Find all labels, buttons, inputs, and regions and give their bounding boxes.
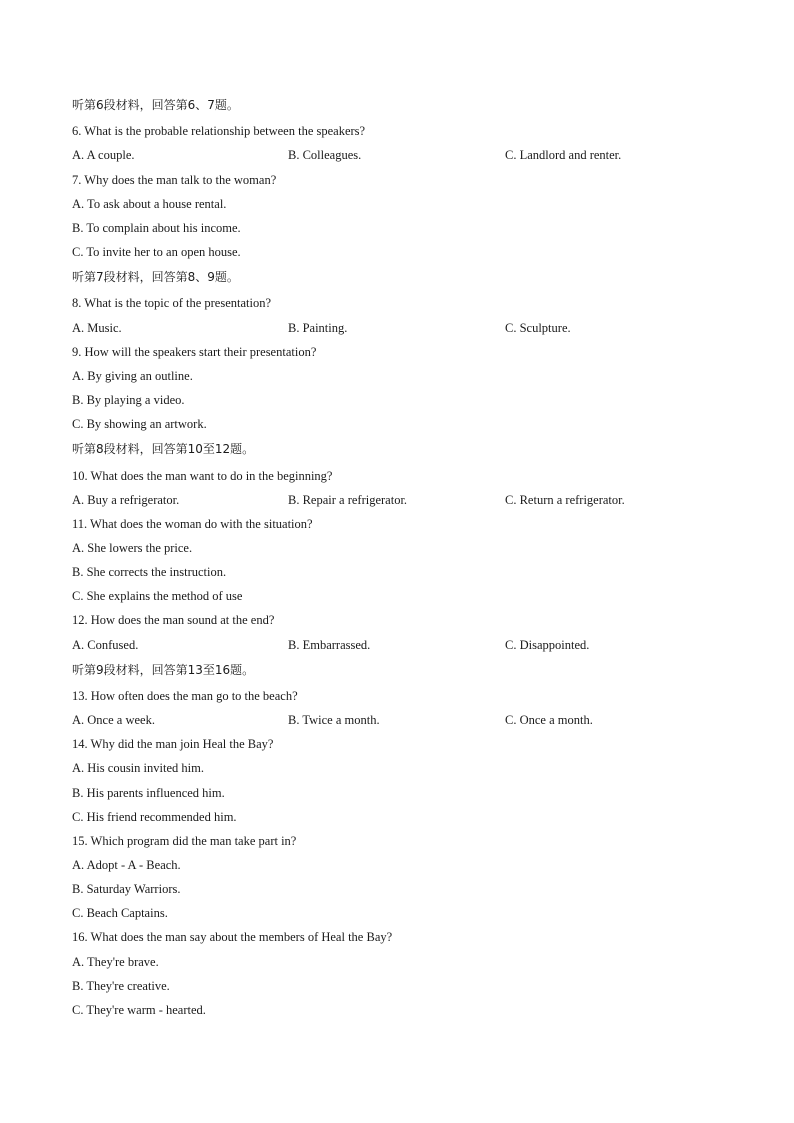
answer-option: B. Twice a month. — [288, 713, 380, 727]
answer-option: B. His parents influenced him. — [72, 786, 225, 800]
answer-option: B. Embarrassed. — [288, 638, 371, 652]
answer-option: C. His friend recommended him. — [72, 810, 237, 824]
answer-option: B. Colleagues. — [288, 148, 362, 162]
answer-option: A. To ask about a house rental. — [72, 197, 227, 211]
question-text: 15. Which program did the man take part in? — [72, 834, 297, 848]
answer-option: B. To complain about his income. — [72, 221, 241, 235]
question-text: 7. Why does the man talk to the woman? — [72, 173, 277, 187]
answer-option: C. Once a month. — [505, 713, 593, 727]
answer-option: B. By playing a video. — [72, 393, 185, 407]
answer-option: C. By showing an artwork. — [72, 417, 207, 431]
answer-option: C. Landlord and renter. — [505, 148, 622, 162]
question-text: 11. What does the woman do with the situation? — [72, 517, 313, 531]
answer-option: A. Buy a refrigerator. — [72, 493, 180, 507]
answer-option: B. They're creative. — [72, 979, 170, 993]
answer-option: C. Sculpture. — [505, 321, 571, 335]
question-text: 8. What is the topic of the presentation? — [72, 296, 272, 310]
answer-option: C. Beach Captains. — [72, 906, 168, 920]
answer-option: B. Repair a refrigerator. — [288, 493, 408, 507]
answer-option: C. Disappointed. — [505, 638, 590, 652]
question-text: 10. What does the man want to do in the beginning? — [72, 469, 333, 483]
answer-option: A. Confused. — [72, 638, 139, 652]
question-text: 16. What does the man say about the members of Heal the Bay? — [72, 930, 393, 944]
question-text: 6. What is the probable relationship between the speakers? — [72, 124, 366, 138]
question-text: 13. How often does the man go to the beach? — [72, 689, 298, 703]
answer-option: C. She explains the method of use — [72, 589, 243, 603]
question-text: 14. Why did the man join Heal the Bay? — [72, 737, 274, 751]
section-heading: 听第8段材料，回答第10至12题。 — [72, 442, 255, 456]
answer-option: A. A couple. — [72, 148, 135, 162]
answer-option: A. His cousin invited him. — [72, 761, 204, 775]
answer-option: A. They're brave. — [72, 955, 159, 969]
answer-option: A. She lowers the price. — [72, 541, 193, 555]
answer-option: A. By giving an outline. — [72, 369, 193, 383]
section-heading: 听第6段材料，回答第6、7题。 — [72, 98, 239, 112]
section-heading: 听第7段材料，回答第8、9题。 — [72, 270, 239, 284]
answer-option: C. To invite her to an open house. — [72, 245, 241, 259]
answer-option: B. Painting. — [288, 321, 348, 335]
answer-option: A. Adopt - A - Beach. — [72, 858, 181, 872]
answer-option: A. Music. — [72, 321, 122, 335]
question-text: 12. How does the man sound at the end? — [72, 613, 275, 627]
section-heading: 听第9段材料，回答第13至16题。 — [72, 663, 255, 677]
question-text: 9. How will the speakers start their presentation? — [72, 345, 317, 359]
answer-option: C. They're warm - hearted. — [72, 1003, 206, 1017]
answer-option: C. Return a refrigerator. — [505, 493, 625, 507]
answer-option: B. Saturday Warriors. — [72, 882, 181, 896]
answer-option: B. She corrects the instruction. — [72, 565, 227, 579]
answer-option: A. Once a week. — [72, 713, 155, 727]
